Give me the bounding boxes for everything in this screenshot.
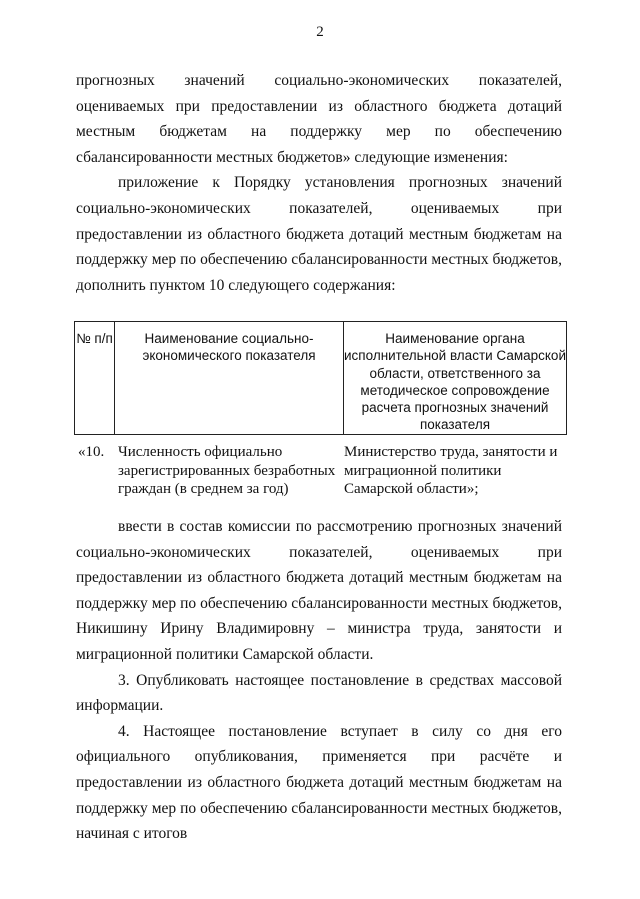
row-authority: Министерство труда, занятости и миграционной политики Самарской области»; [344,444,558,497]
row-indicator: Численность официально зарегистрированных безработных граждан (в среднем за год) [118,444,336,497]
page-number: 2 [316,24,324,40]
intro-paragraph: прогнозных значений социально-экономических показателей, оцениваемых при предоставлении из областного бюджета дотаций местным бюджетам на поддержку мер по обеспечению сбалансированности местных бюджетов» следующие изменения: [76,72,562,166]
row-number: «10. [78,444,105,460]
closing-paragraph: ввести в состав комиссии по рассмотрению прогнозных значений социально-экономических показателей, оцениваемых при предоставлении из областного бюджета дотаций местным бюджетам на поддержку мер по обеспечению сбалансированности местных бюджетов, Никишину Ирину Владимировну – министра труда, занятости и миграционной политики Самарской области. [76,518,562,663]
intro-text [76,68,562,298]
header-number: № п/п [75,322,115,434]
closing-paragraph: 4. Настоящее постановление вступает в силу со дня его официального опубликования, применяется при расчёте и предоставлении из областного бюджета дотаций местным бюджетам на поддержку мер по обеспечению сбалансированности местных бюджетов, начиная с итогов [76,722,562,843]
closing-paragraph: 3. Опубликовать настоящее постановление в средствах массовой информации. [76,671,562,715]
header-authority: Наименование органа исполнительной власти Самарской области, ответственного за методическое сопровождение расчета прогнозных значений показателя [344,331,566,433]
table-header [74,321,567,435]
intro-paragraph: приложение к Порядку установления прогнозных значений социально-экономических показателей, оцениваемых при предоставлении из областного бюджета дотаций местным бюджетам на поддержку мер по обеспечению сбалансированности местных бюджетов, дополнить пунктом 10 следующего содержания: [76,174,562,294]
closing-text [76,514,562,847]
header-indicator: Наименование социально-экономического показателя [115,322,344,434]
